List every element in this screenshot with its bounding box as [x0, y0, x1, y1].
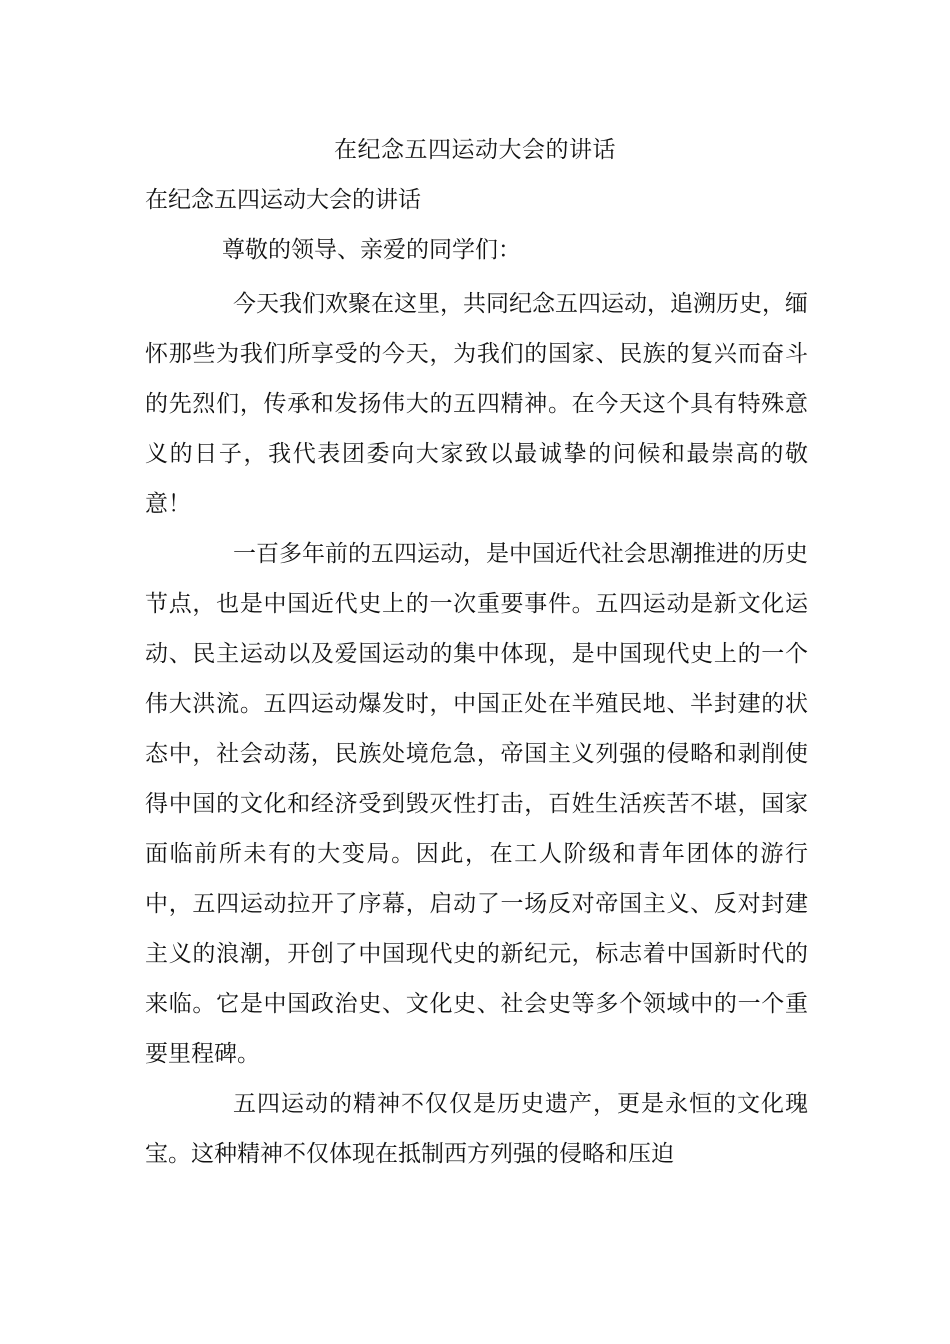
- paragraph-3: 五四运动的精神不仅仅是历史遗产，更是永恒的文化瑰宝。这种精神不仅体现在抵制西方列强的侵略和压迫: [145, 1091, 808, 1167]
- paragraph-2: 一百多年前的五四运动，是中国近代社会思潮推进的历史节点，也是中国近代史上的一次重要事件。五四运动是新文化运动、民主运动以及爱国运动的集中体现，是中国现代史上的一个伟大洪流。五四运动爆发时，中国正处在半殖民地、半封建的状态中，社会动荡，民族处境危急，帝国主义列强的侵略和剥削使得中国的文化和经济受到毁灭性打击，百姓生活疾苦不堪，国家面临前所未有的大变局。因此，在工人阶级和青年团体的游行中，五四运动拉开了序幕，启动了一场反对帝国主义、反对封建主义的浪潮，开创了中国现代史的新纪元，标志着中国新时代的来临。它是中国政治史、文化史、社会史等多个领域中的一个重要里程碑。: [145, 541, 808, 1067]
- document-subtitle: 在纪念五四运动大会的讲话: [145, 187, 421, 213]
- document-title: 在纪念五四运动大会的讲话: [334, 137, 616, 163]
- salutation: 尊敬的领导、亲爱的同学们：: [222, 237, 521, 263]
- paragraph-1: 今天我们欢聚在这里，共同纪念五四运动，追溯历史，缅怀那些为我们所享受的今天，为我们的国家、民族的复兴而奋斗的先烈们，传承和发扬伟大的五四精神。在今天这个具有特殊意义的日子，我代表团委向大家致以最诚挚的问候和最崇高的敬意！: [145, 291, 808, 517]
- document-body: [145, 279, 808, 1179]
